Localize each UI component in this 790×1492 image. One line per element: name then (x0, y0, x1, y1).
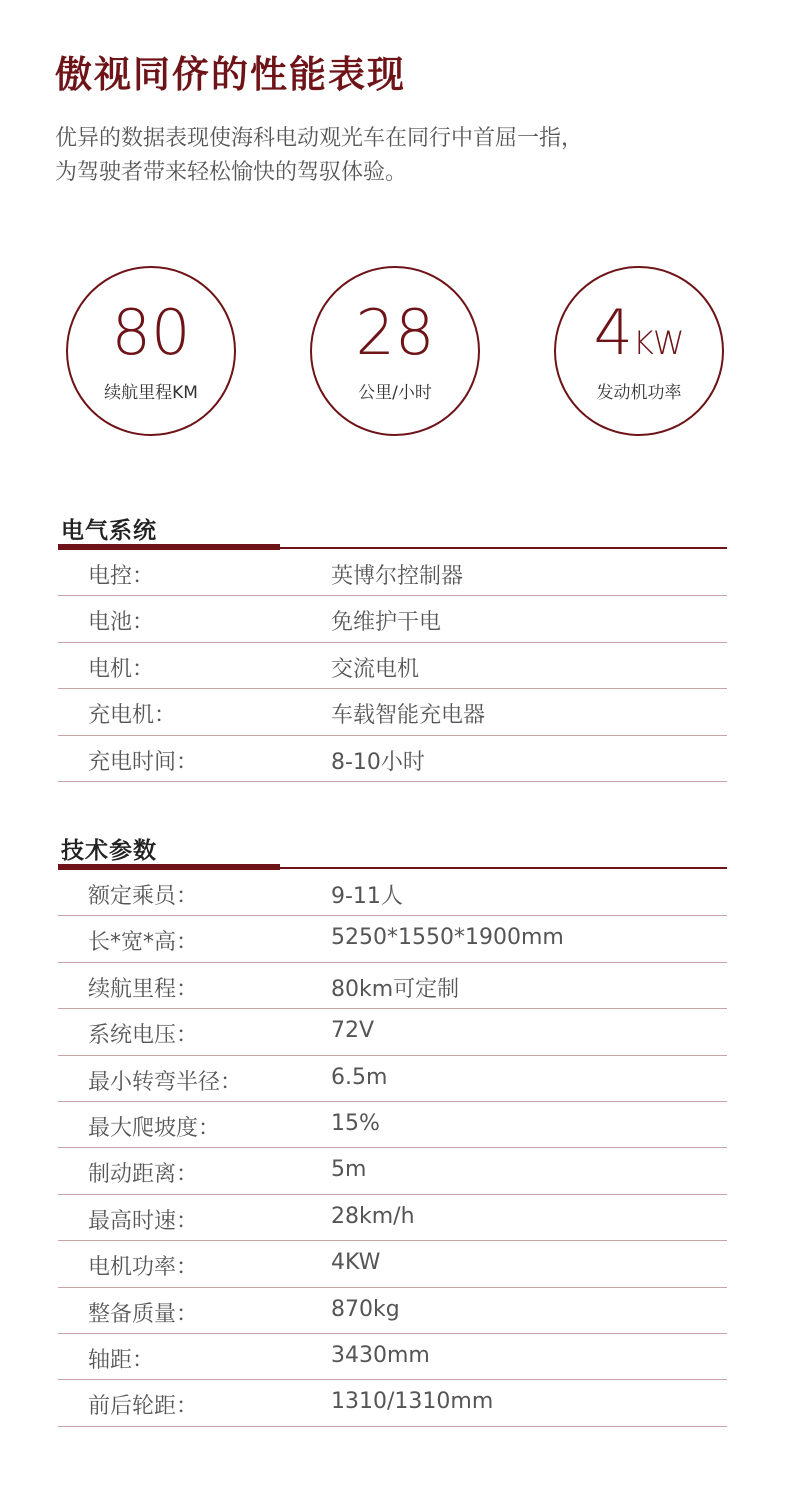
intro-line: 优异的数据表现使海科电动观光车在同行中首屈一指， (55, 126, 584, 151)
spec-label: 续航里程： (88, 976, 199, 1002)
spec-row (58, 1056, 727, 1102)
intro-line: 为驾驶者带来轻松愉快的驾驭体验。 (55, 160, 408, 185)
section-header (58, 512, 727, 550)
spec-label: 额定乘员： (88, 884, 199, 909)
spec-value: 28km/h (331, 1203, 415, 1229)
spec-row (58, 689, 727, 735)
intro-text (55, 122, 583, 190)
spec-row (58, 1009, 727, 1055)
spec-row (58, 1102, 727, 1148)
stat-circle-power (554, 266, 724, 436)
stat-circle-range (66, 266, 236, 436)
spec-row (58, 596, 727, 642)
spec-row (58, 963, 727, 1009)
spec-row (58, 1334, 727, 1380)
spec-value: 1310/1310mm (331, 1389, 494, 1415)
spec-value: 72V (331, 1018, 375, 1044)
spec-value: 5250*1550*1900mm (331, 925, 564, 951)
spec-row (58, 1195, 727, 1241)
spec-value: 870kg (331, 1296, 400, 1322)
section-divider (280, 867, 727, 869)
spec-label: 最大爬坡度： (88, 1115, 221, 1141)
spec-label: 长*宽*高： (88, 930, 199, 956)
spec-label: 电控： (88, 564, 155, 589)
spec-label: 电池： (88, 610, 155, 636)
spec-label: 系统电压： (88, 1023, 199, 1049)
stat-value: 4KW (593, 296, 685, 369)
stat-circle-speed (310, 266, 480, 436)
spec-value: 15% (331, 1110, 380, 1136)
spec-row (58, 1288, 727, 1334)
spec-row (58, 643, 727, 689)
spec-value: 免维护干电 (331, 610, 442, 636)
page-title: 傲视同侪的性能表现 (55, 53, 406, 96)
spec-label: 电机： (88, 656, 155, 682)
spec-value: 9-11人 (331, 884, 403, 909)
spec-value: 5m (331, 1157, 367, 1183)
spec-row (58, 1148, 727, 1194)
spec-value: 英博尔控制器 (331, 564, 464, 589)
spec-label: 最高时速： (88, 1208, 199, 1234)
spec-row (58, 1380, 727, 1426)
spec-label: 轴距： (88, 1347, 155, 1373)
stat-caption: 公里/小时 (358, 383, 432, 403)
spec-value: 8-10小时 (331, 749, 425, 775)
stat-caption: 续航里程KM (104, 383, 198, 403)
spec-label: 电机功率： (88, 1255, 199, 1281)
spec-row (58, 736, 727, 782)
spec-value: 4KW (331, 1250, 381, 1276)
spec-label: 前后轮距： (88, 1394, 199, 1420)
stat-value: 28 (355, 296, 435, 369)
spec-value: 交流电机 (331, 656, 420, 682)
stat-caption: 发动机功率 (596, 383, 682, 403)
spec-value: 6.5m (331, 1064, 388, 1090)
section-header (58, 832, 727, 870)
spec-label: 整备质量： (88, 1301, 199, 1327)
spec-row (58, 1241, 727, 1287)
section-divider (280, 547, 727, 549)
spec-label: 最小转弯半径： (88, 1069, 243, 1095)
section-electrical-system (58, 512, 727, 782)
section-title: 技术参数 (61, 838, 157, 864)
section-title: 电气系统 (61, 518, 157, 544)
spec-row (58, 916, 727, 962)
spec-value: 车载智能充电器 (331, 703, 486, 729)
section-tech-params (58, 832, 727, 1427)
spec-label: 充电时间： (88, 749, 199, 775)
stat-value: 80 (111, 296, 191, 369)
spec-value: 80km可定制 (331, 976, 460, 1002)
spec-row (58, 870, 727, 916)
spec-row (58, 550, 727, 596)
spec-label: 充电机： (88, 703, 177, 729)
spec-label: 制动距离： (88, 1162, 199, 1188)
spec-value: 3430mm (331, 1342, 430, 1368)
